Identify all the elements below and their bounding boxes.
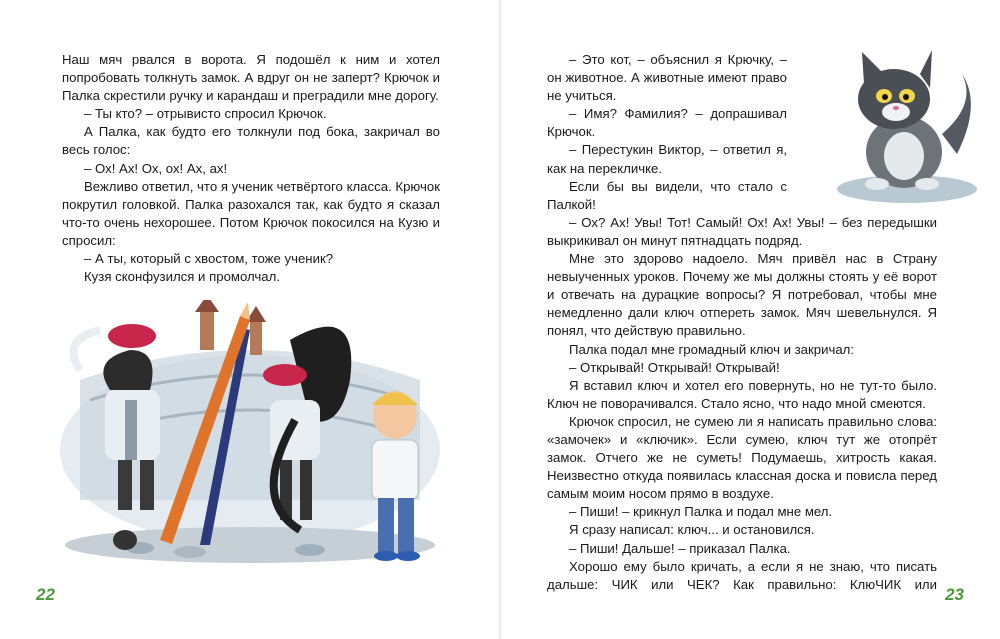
paragraph: Крючок спросил, не сумею ли я написать правильно слова: «замочек» и «ключик». Если сумею, ключ тут же отопрёт замок. Отчего же не суметь! Подумаешь, хитрость какая. Неизвестно откуда появилась классная доска и повисла перед самым моим носом прямо в воздухе. xyxy=(547,413,937,502)
illustration-cat-kuzja xyxy=(832,44,982,204)
paragraph: – Ты кто? – отрывисто спросил Крючок. xyxy=(84,106,327,122)
paragraph: – Пиши! – крикнул Палка и подал мне мел. xyxy=(569,504,833,520)
paragraph: – Ох? Ах! Увы! Тот! Самый! Ох! Ах! Увы! – без передышки выкрикивал он минут пятнадцать подряд. xyxy=(547,214,937,248)
left-page-text xyxy=(62,51,440,286)
paragraph: Кузя сконфузился и промолчал. xyxy=(84,269,280,285)
text-main xyxy=(547,214,937,594)
illustration-krjuchok-palka-boy xyxy=(50,300,450,565)
paragraph: – Перестукин Виктор, – ответил я, как на перекличке. xyxy=(547,142,787,176)
paragraph: Если бы вы видели, что стало с Палкой! xyxy=(547,178,787,212)
paragraph: А Палка, как будто его толкнули под бока, закричал во весь голос: xyxy=(62,124,440,158)
paragraph: – Это кот, – объяснил я Крючку, – он животное. А животные имеют право не учиться. xyxy=(547,52,787,104)
paragraph: – Ох! Ах! Ох, ох! Ах, ах! xyxy=(84,160,228,176)
paragraph: Палка подал мне громадный ключ и закричал: xyxy=(569,341,855,357)
paragraph: Вежливо ответил, что я ученик четвёртого класса. Крючок покрутил головкой. Палка разохался так, как будто я сказал что-то очень нехорошее. Потом Крючок покосился на Кузю и спросил: xyxy=(62,178,440,248)
paragraph: Мне это здорово надоело. Мяч привёл нас в Страну невыученных уроков. Почему же мы должны стоять у её ворот и отвечать на дурацкие вопросы? Я потребовал, чтобы мне немедленно дали ключ отпереть замок. Мяч шевельнулся. Я понял, что действую правильно. xyxy=(547,251,937,339)
paragraph: – Открывай! Открывай! Открывай! xyxy=(569,359,780,375)
paragraph: Я вставил ключ и хотел его повернуть, но не тут-то было. Ключ не поворачивался. Стало ясно, что надо мной смеются. xyxy=(547,377,937,411)
paragraph: Я сразу написал: ключ... и остановился. xyxy=(569,522,815,538)
text-beside-cat xyxy=(547,51,787,214)
paragraph: Наш мяч рвался в ворота. Я подошёл к ним и хотел попробовать толкнуть замок. А вдруг он не заперт? Крючок и Палка скрестили ручку и карандаш и преградили мне дорогу. xyxy=(62,52,440,104)
paragraph: Хорошо ему было кричать, а если я не знаю, что писать дальше: ЧИК или ЧЕК? Как правильно: КлюЧИК или xyxy=(547,558,937,592)
paragraph: – Пиши! Дальше! – приказал Палка. xyxy=(569,540,791,556)
paragraph: – Имя? Фамилия? – допрашивал Крючок. xyxy=(547,106,787,140)
paragraph: – А ты, который с хвостом, тоже ученик? xyxy=(84,251,334,267)
page-number: 22 xyxy=(36,585,55,604)
page-number: 23 xyxy=(945,585,964,604)
